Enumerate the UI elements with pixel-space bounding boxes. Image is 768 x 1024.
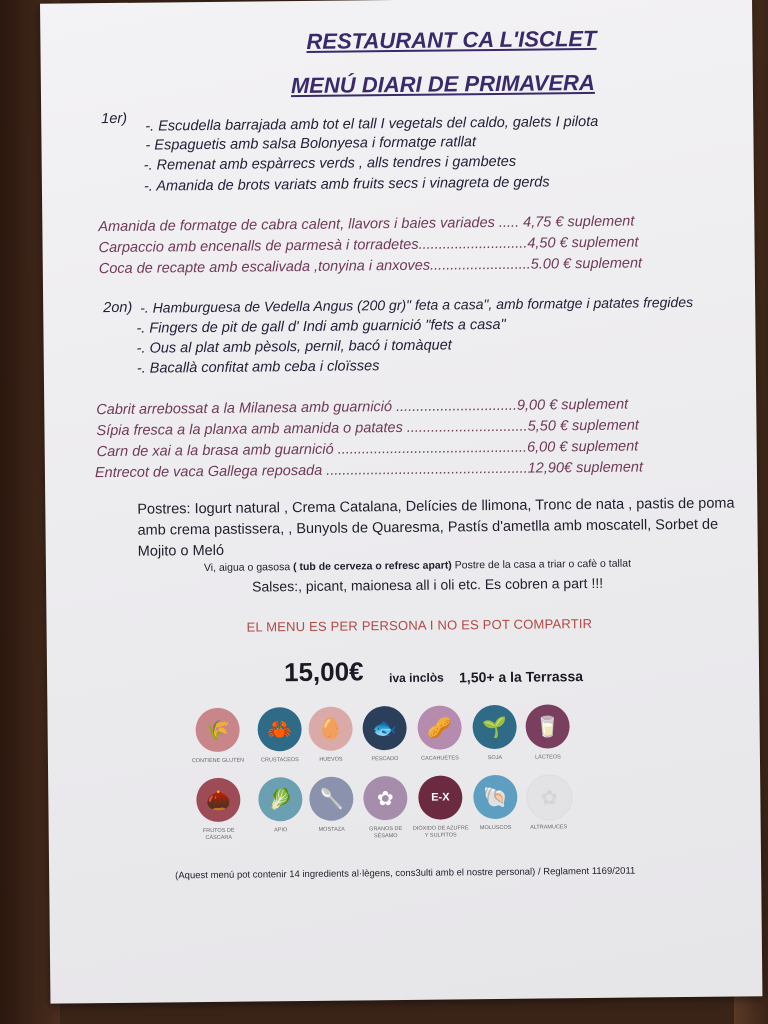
soy-icon-glyph: 🌱 — [482, 716, 508, 739]
second-course-item: -. Ous al plat amb pèsols, pernil, bacó i tomàquet — [136, 337, 452, 357]
second-supplement-item: Sípia fresca a la planxa amb amanida o patates ..............................5,50 € suplement — [96, 417, 639, 440]
sulphites-icon — [418, 775, 462, 819]
crab-icon — [257, 707, 301, 751]
milk-icon — [525, 704, 569, 748]
wheat-icon — [195, 708, 239, 752]
first-course-item: -. Escudella barrajada amb tot el tall I vegetals del caldo, galets I pilota — [145, 113, 599, 135]
eggs-icon-glyph: 🥚 — [318, 718, 344, 741]
sharing-warning: EL MENU ES PER PERSONA I NO ES POT COMPARTIR — [246, 615, 593, 635]
allergen-label: PESCADO — [371, 756, 399, 763]
celery-icon — [258, 777, 302, 821]
peanut-icon — [417, 705, 461, 749]
allergen-label: CACAHUETES — [421, 755, 459, 762]
sulphites-icon-glyph: E-X — [431, 791, 450, 804]
mustard-icon — [309, 776, 353, 820]
sesame-icon-glyph: ✿ — [376, 787, 394, 810]
allergen-footer-note: (Aquest menú pot contenir 14 ingredients al·lègens, cons3ulti amb el nostre personal) / Reglament 1169/2011 — [175, 865, 636, 882]
menu-title: MENÚ DIARI DE PRIMAVERA — [290, 69, 595, 99]
first-supplement-item: Amanida de formatge de cabra calent, llavors i baies variades ..... 4,75 € suplement — [98, 213, 635, 236]
second-course-item: -. Bacallà confitat amb ceba i cloïsses — [136, 358, 380, 377]
first-course-item: -. Remenat amb espàrrecs verds , alls tendres i gambetes — [143, 153, 517, 174]
celery-icon-glyph: 🥬 — [267, 788, 293, 811]
second-supplement-item: Carn de xai a la brasa amb guarnició ...............................................6,00 € suplement — [96, 438, 639, 461]
nuts-icon — [196, 778, 240, 822]
first-course-item: -. Amanida de brots variats amb fruits secs i vinagreta de gerds — [143, 174, 550, 195]
menu-paper — [40, 0, 762, 1004]
first-supplement-item: Coca de recapte amb escalivada ,tonyina i anxoves.........................5.00 € suplement — [98, 255, 643, 278]
first-course-label: 1er) — [101, 110, 128, 128]
eggs-icon — [308, 706, 352, 750]
second-supplement-item: Entrecot de vaca Gallega reposada ..................................................12,90€ suplement — [94, 459, 644, 482]
lupin-icon-glyph: ✿ — [540, 786, 558, 810]
fish-icon-glyph: 🐟 — [372, 717, 398, 740]
allergen-label: LÁCTEOS — [535, 754, 561, 761]
first-course-item: - Espaguetis amb salsa Bolonyesa i formatge ratllat — [145, 134, 477, 154]
allergen-label: MOSTAZA — [318, 826, 345, 833]
lupin-icon — [526, 774, 572, 820]
allergen-label: GRANOS DE SÉSAMO — [369, 825, 403, 840]
allergen-label: MOLUSCOS — [479, 824, 512, 832]
sauces-text: Salses:, picant, maionesa all i oli etc. Es cobren a part !!! — [252, 574, 604, 595]
desserts-text: Postres: Iogurt natural , Crema Catalana, Delícies de llimona, Tronc de nata , pastis de poma amb crema pastissera, , Bunyols de Quaresma, Pastís d'ametlla amb moscatell, Sorbet de Mojito o Meló — [137, 495, 735, 560]
milk-icon-glyph: 🥛 — [535, 715, 561, 739]
second-course-item: -. Fingers de pit de gall d' Indi amb guarnició "fets a casa" — [136, 316, 506, 337]
second-course-label: 2on) — [103, 299, 133, 317]
terrace-surcharge: 1,50+ a la Terrassa — [459, 668, 584, 686]
fish-icon — [362, 706, 406, 750]
soy-icon — [472, 705, 516, 749]
restaurant-name: RESTAURANT CA L'ISCLET — [306, 25, 597, 54]
mustard-icon-glyph: 🥄 — [318, 788, 344, 811]
allergen-label: FRUTOS DE CÁSCARA — [202, 827, 235, 842]
menu-price: 15,00€ — [283, 656, 364, 688]
vat-included: iva inclòs — [389, 670, 444, 686]
allergen-label: CRUSTACEOS — [261, 757, 299, 764]
nuts-icon-glyph: 🌰 — [205, 789, 231, 812]
wheat-icon-glyph: 🌾 — [205, 719, 231, 742]
crab-icon-glyph: 🦀 — [267, 718, 293, 741]
peanut-icon-glyph: 🥜 — [427, 716, 453, 740]
second-course-item: -. Hamburguesa de Vedella Angus (200 gr)" feta a casa", amb formatge i patates fregides — [140, 293, 694, 316]
allergen-label: SOJA — [487, 754, 503, 762]
sesame-icon — [363, 776, 407, 820]
allergen-label: APIO — [274, 827, 288, 834]
allergen-label: CONTIENE GLUTEN — [191, 757, 245, 765]
second-supplement-item: Cabrit arrebossat a la Milanesa amb guarnició ..............................9,00 € suplement — [96, 396, 629, 419]
allergen-label: DIÓXIDO DE AZUFRE Y SULFITOS — [412, 825, 469, 839]
shell-icon-glyph: 🐚 — [482, 786, 508, 809]
allergen-label: HUEVOS — [319, 756, 343, 763]
shell-icon — [473, 775, 517, 819]
allergen-label: ALTRAMUCES — [530, 824, 568, 831]
first-supplement-item: Carpaccio amb encenalls de parmesà i torradetes...........................4,50 € suplement — [98, 234, 639, 257]
drinks-text: Vi, aigua o gasosa ( tub de cerveza o refresc apart) Postre de la casa a triar o cafè o tallat — [203, 557, 632, 575]
